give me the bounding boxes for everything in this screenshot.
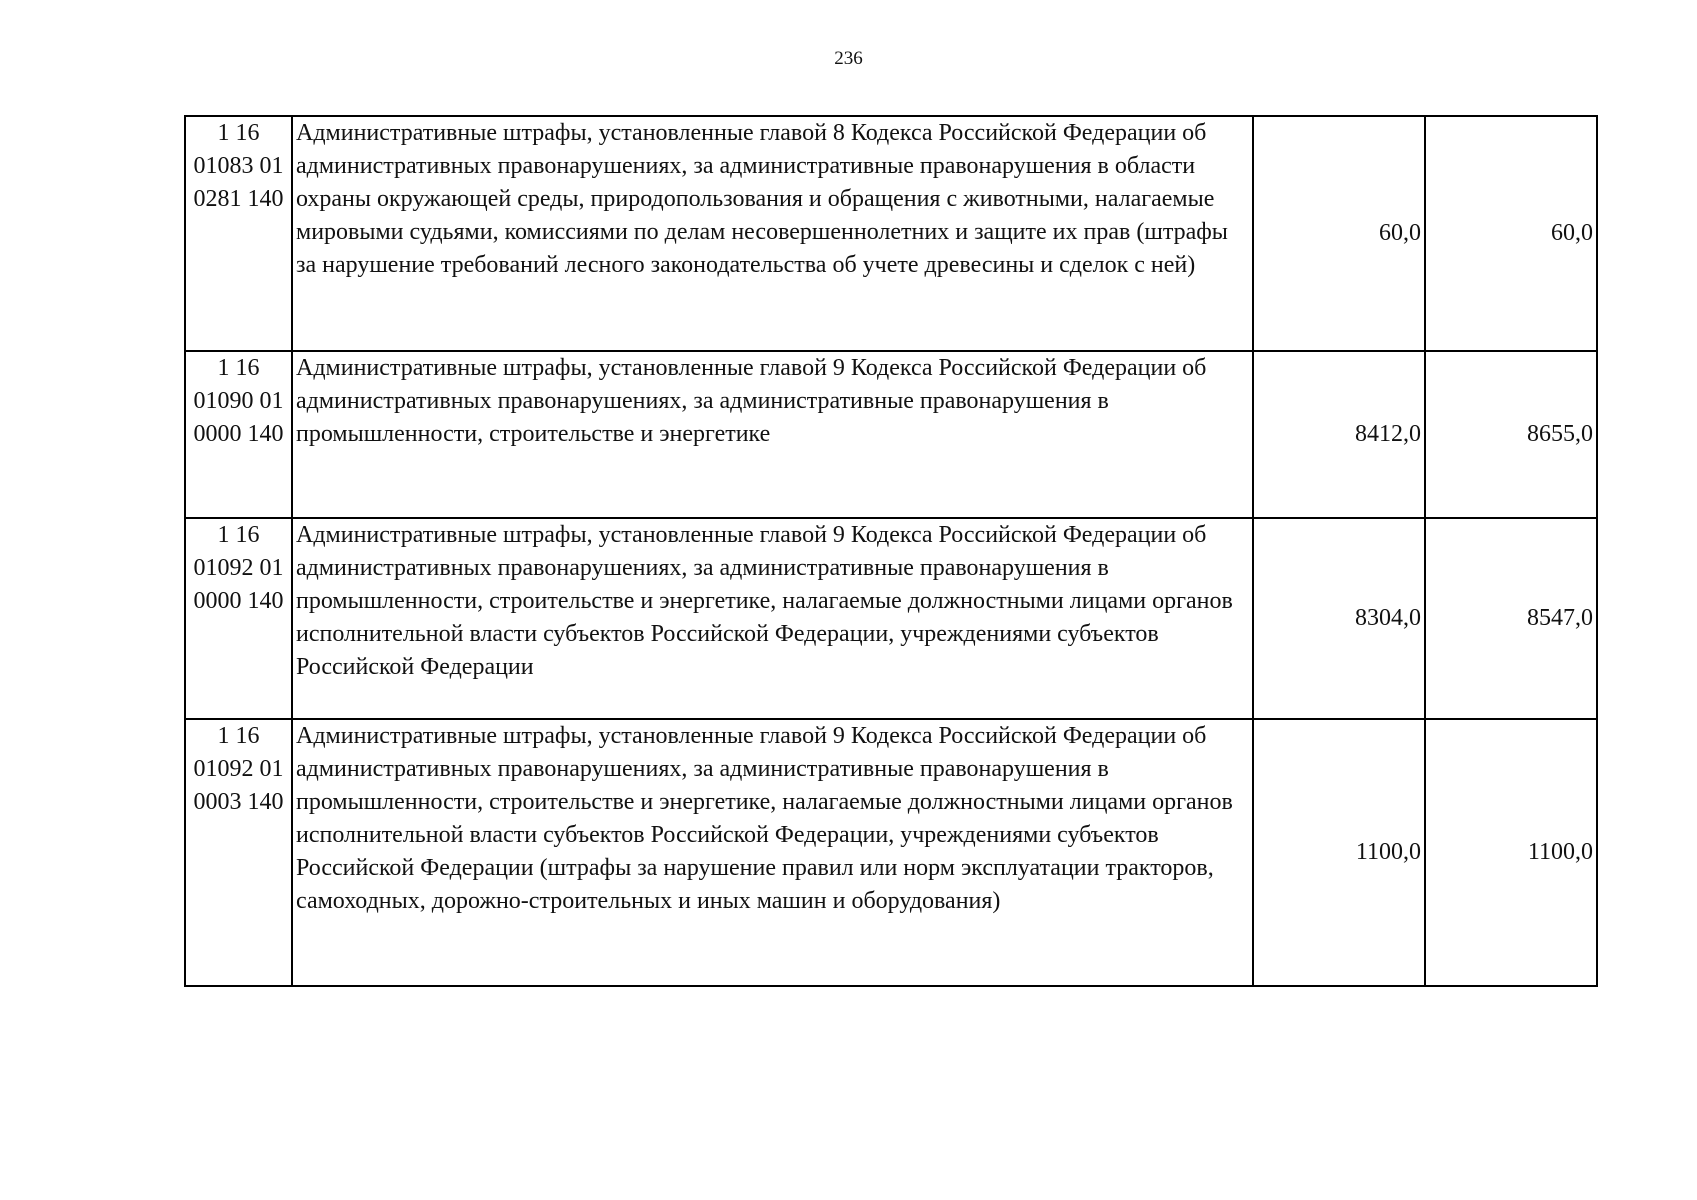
table-row bbox=[185, 116, 1597, 351]
classification-code: 1 16 01083 01 0281 140 bbox=[185, 116, 292, 351]
row-description: Административные штрафы, установленные главой 9 Кодекса Российской Федерации об административных правонарушениях, за административные правонарушения в промышленности, строительстве и энергетике, налагаемые должностными лицами органов исполнительной власти субъектов Российской Федерации, учреждениями субъектов Российской Федерации bbox=[292, 518, 1253, 719]
row-description: Административные штрафы, установленные главой 9 Кодекса Российской Федерации об административных правонарушениях, за административные правонарушения в промышленности, строительстве и энергетике bbox=[292, 351, 1253, 518]
amount-year-1: 60,0 bbox=[1253, 116, 1425, 351]
table-row bbox=[185, 518, 1597, 719]
amount-year-2: 1100,0 bbox=[1425, 719, 1597, 986]
classification-code: 1 16 01092 01 0003 140 bbox=[185, 719, 292, 986]
table-row bbox=[185, 719, 1597, 986]
amount-year-2: 60,0 bbox=[1425, 116, 1597, 351]
page-number: 236 bbox=[834, 48, 863, 69]
amount-year-2: 8547,0 bbox=[1425, 518, 1597, 719]
amount-year-2: 8655,0 bbox=[1425, 351, 1597, 518]
row-description: Административные штрафы, установленные главой 8 Кодекса Российской Федерации об административных правонарушениях, за административные правонарушения в области охраны окружающей среды, природопользования и обращения с животными, налагаемые мировыми судьями, комиссиями по делам несовершеннолетних и защите их прав (штрафы за нарушение требований лесного законодательства об учете древесины и сделок с ней) bbox=[292, 116, 1253, 351]
budget-table bbox=[184, 115, 1598, 987]
amount-year-1: 8412,0 bbox=[1253, 351, 1425, 518]
table-row bbox=[185, 351, 1597, 518]
classification-code: 1 16 01090 01 0000 140 bbox=[185, 351, 292, 518]
amount-year-1: 8304,0 bbox=[1253, 518, 1425, 719]
amount-year-1: 1100,0 bbox=[1253, 719, 1425, 986]
classification-code: 1 16 01092 01 0000 140 bbox=[185, 518, 292, 719]
row-description: Административные штрафы, установленные главой 9 Кодекса Российской Федерации об административных правонарушениях, за административные правонарушения в промышленности, строительстве и энергетике, налагаемые должностными лицами органов исполнительной власти субъектов Российской Федерации, учреждениями субъектов Российской Федерации (штрафы за нарушение правил или норм эксплуатации тракторов, самоходных, дорожно-строительных и иных машин и оборудования) bbox=[292, 719, 1253, 986]
